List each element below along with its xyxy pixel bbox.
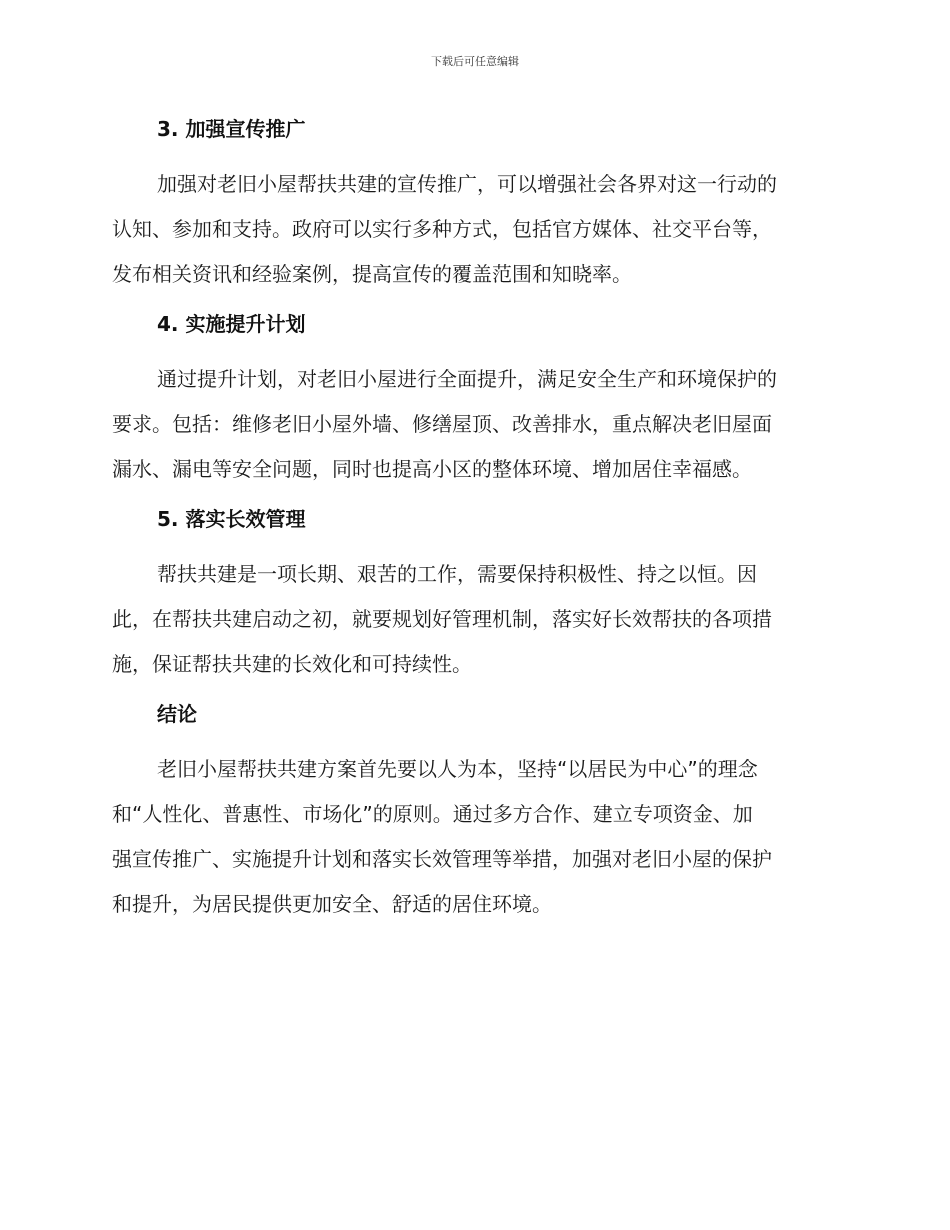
- paragraph-line: 和提升，为居民提供更加安全、舒适的居住环境。: [112, 892, 552, 916]
- section-paragraph: [112, 162, 837, 297]
- section-heading: 结论: [157, 702, 197, 726]
- section-heading: 3. 加强宣传推广: [157, 117, 306, 141]
- paragraph-line: 加强对老旧小屋帮扶共建的宣传推广，可以增强社会各界对这一行动的: [157, 172, 777, 196]
- document-body: [112, 112, 837, 927]
- paragraph-line: 帮扶共建是一项长期、艰苦的工作，需要保持积极性、持之以恒。因: [157, 562, 757, 586]
- paragraph-line: 通过提升计划，对老旧小屋进行全面提升，满足安全生产和环境保护的: [157, 367, 777, 391]
- paragraph-line: 老旧小屋帮扶共建方案首先要以人为本，坚持“以居民为中心”的理念: [157, 757, 758, 781]
- paragraph-line: 认知、参加和支持。政府可以实行多种方式，包括官方媒体、社交平台等，: [112, 217, 772, 241]
- paragraph-line: 强宣传推广、实施提升计划和落实长效管理等举措，加强对老旧小屋的保护: [112, 847, 772, 871]
- page-header: 下载后可任意编辑: [431, 55, 519, 68]
- section-upgrade-plan: [112, 307, 837, 502]
- paragraph-line: 此，在帮扶共建启动之初，就要规划好管理机制，落实好长效帮扶的各项措: [112, 607, 772, 631]
- section-paragraph: [112, 747, 837, 927]
- section-paragraph: [112, 552, 837, 687]
- paragraph-line: 发布相关资讯和经验案例，提高宣传的覆盖范围和知晓率。: [112, 262, 632, 286]
- paragraph-line: 漏水、漏电等安全问题，同时也提高小区的整体环境、增加居住幸福感。: [112, 457, 752, 481]
- paragraph-line: 要求。包括：维修老旧小屋外墙、修缮屋顶、改善排水，重点解决老旧屋面: [112, 412, 772, 436]
- section-paragraph: [112, 357, 837, 492]
- section-heading: 4. 实施提升计划: [157, 312, 306, 336]
- section-long-term-management: [112, 502, 837, 697]
- section-heading: 5. 落实长效管理: [157, 507, 306, 531]
- section-publicity: [112, 112, 837, 307]
- paragraph-line: 和“人性化、普惠性、市场化”的原则。通过多方合作、建立专项资金、加: [112, 802, 753, 826]
- section-conclusion: [112, 697, 837, 927]
- paragraph-line: 施，保证帮扶共建的长效化和可持续性。: [112, 652, 472, 676]
